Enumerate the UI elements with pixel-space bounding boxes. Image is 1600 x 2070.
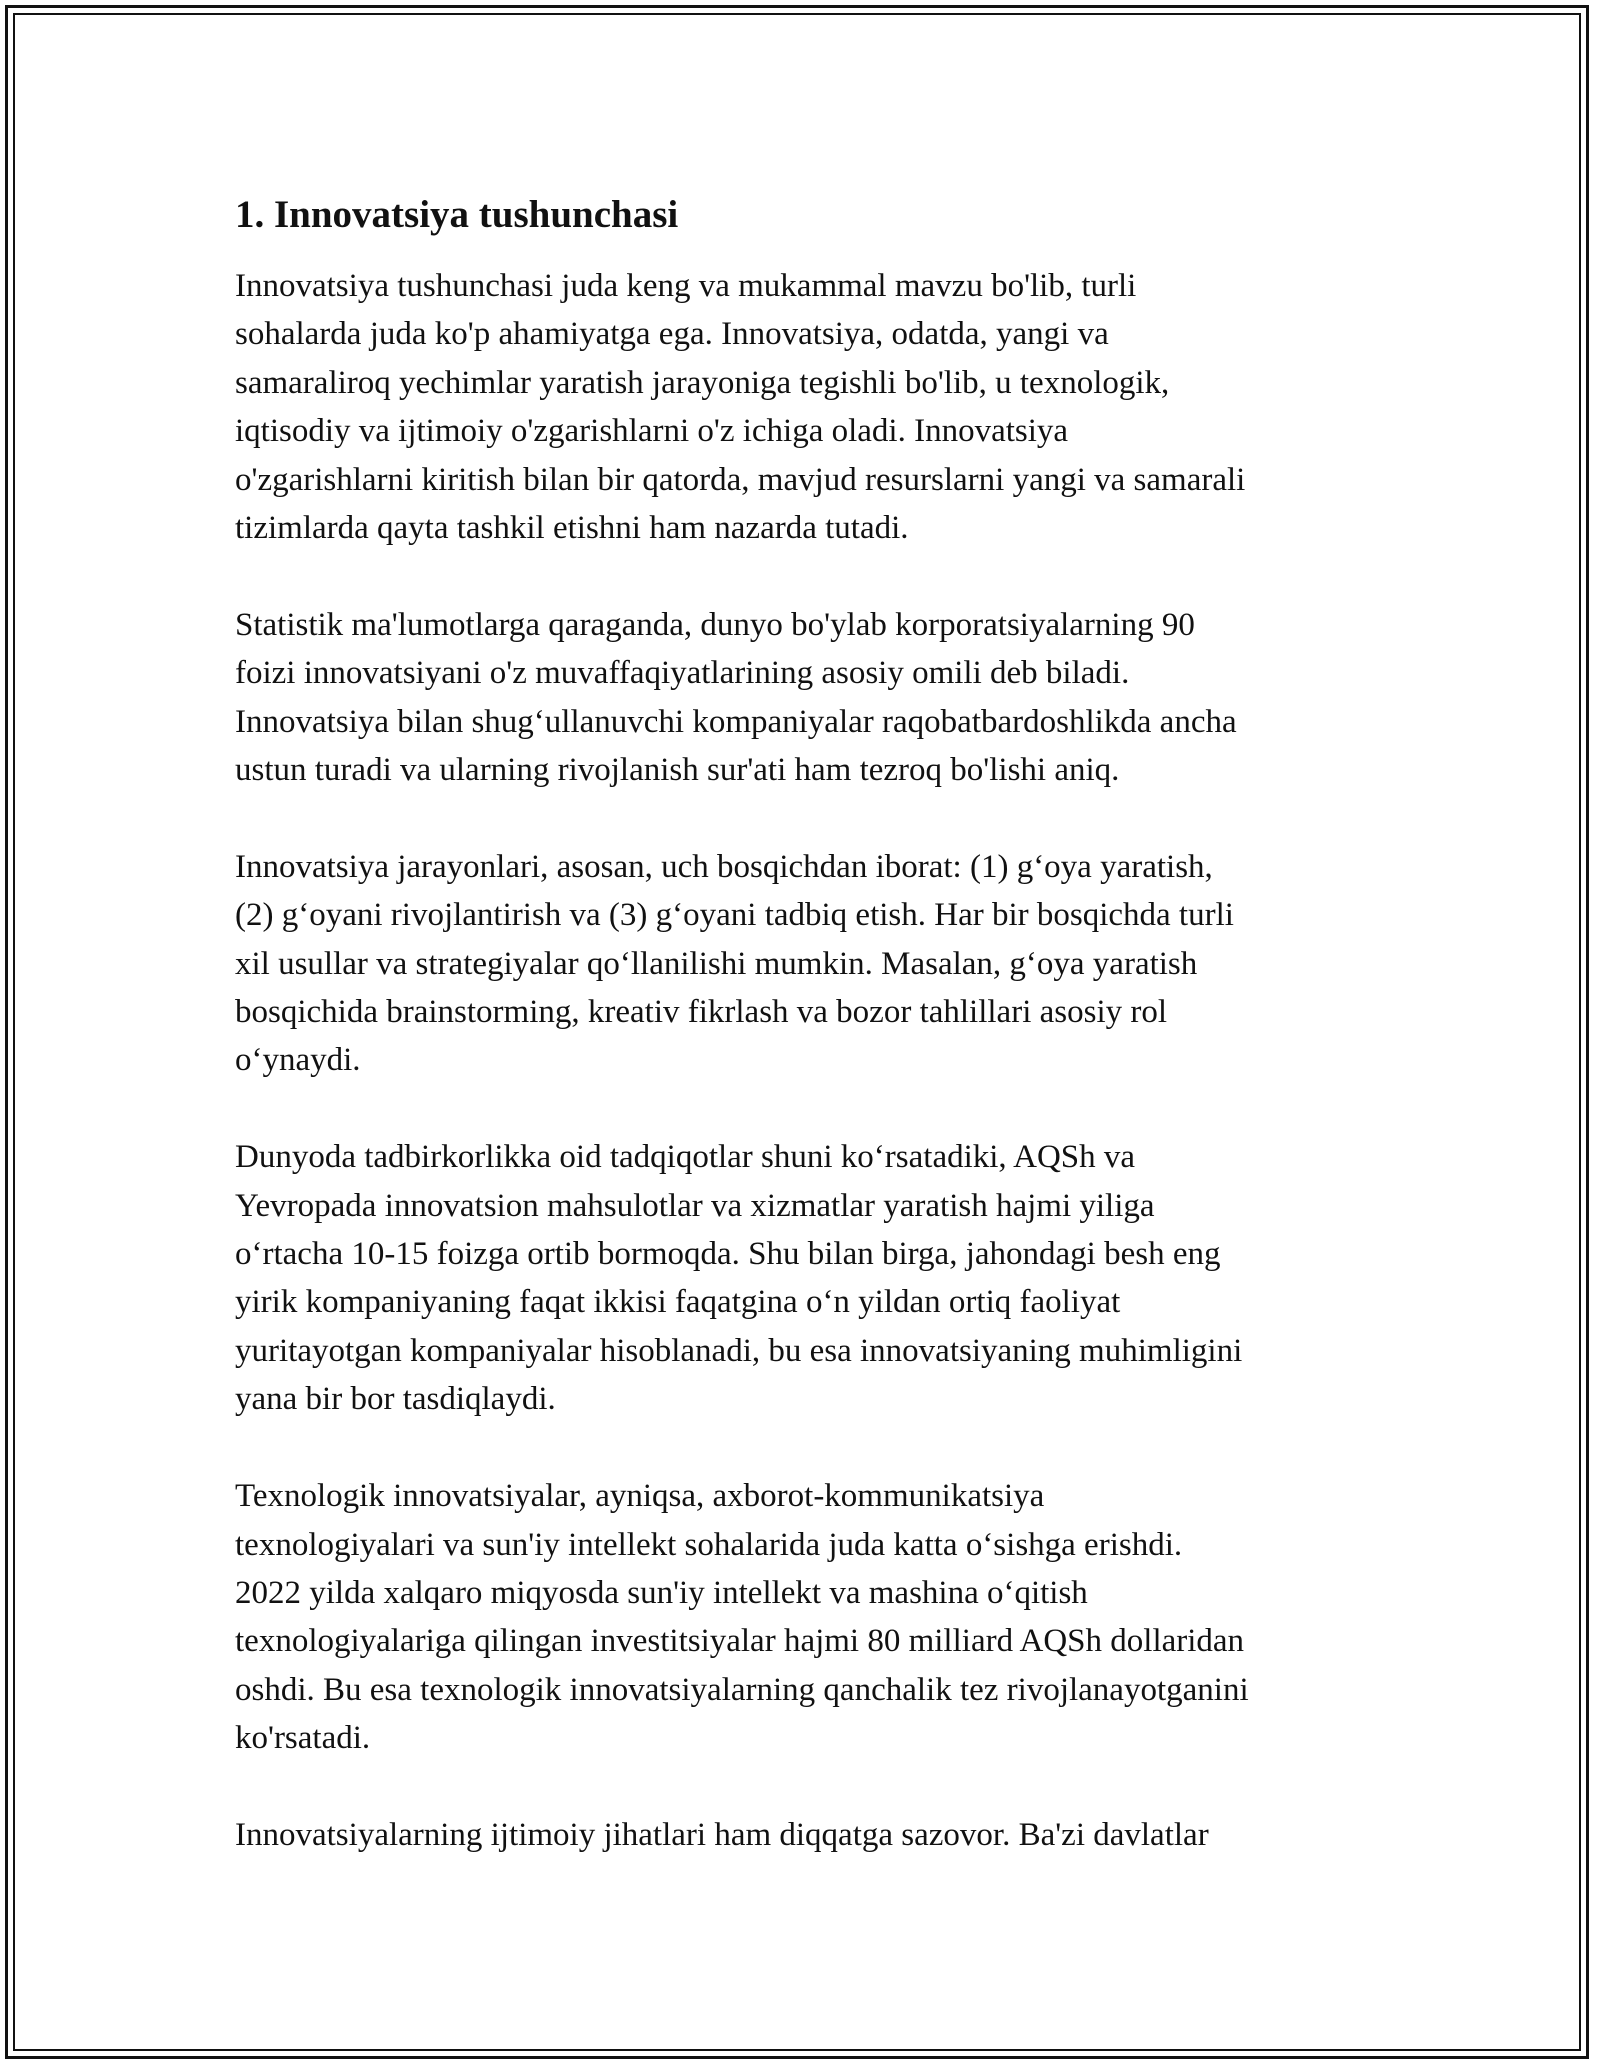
paragraph-line: texnologiyalariga qilingan investitsiyalar hajmi 80 milliard AQSh dollaridan <box>235 1623 1245 1660</box>
paragraph <box>235 601 1375 795</box>
paragraph-line: foizi innovatsiyani o'z muvaffaqiyatlarining asosiy omili deb biladi. <box>235 655 1130 692</box>
paragraph-line: o‘rtacha 10-15 foizga ortib bormoqda. Shu bilan birga, jahondagi besh eng <box>235 1236 1221 1273</box>
paragraph <box>235 262 1375 552</box>
paragraph-line: Innovatsiyalarning ijtimoiy jihatlari ham diqqatga sazovor. Ba'zi davlatlar <box>235 1816 1209 1853</box>
paragraph-line: texnologiyalari va sun'iy intellekt sohalarida juda katta o‘sishga erishdi. <box>235 1526 1183 1563</box>
paragraph-line: tizimlarda qayta tashkil etishni ham nazarda tutadi. <box>235 510 909 547</box>
paragraph-line: Dunyoda tadbirkorlikka oid tadqiqotlar shuni ko‘rsatadiki, AQSh va <box>235 1139 1136 1176</box>
paragraph-line: yirik kompaniyaning faqat ikkisi faqatgina o‘n yildan ortiq faoliyat <box>235 1284 1121 1321</box>
paragraph-line: Innovatsiya tushunchasi juda keng va mukammal mavzu bo'lib, turli <box>235 268 1137 304</box>
paragraph-line: Texnologik innovatsiyalar, ayniqsa, axborot-kommunikatsiya <box>235 1478 1045 1515</box>
paragraph-line: 2022 yilda xalqaro miqyosda sun'iy intellekt va mashina o‘qitish <box>235 1574 1088 1611</box>
paragraph-line: sohalarda juda ko'p ahamiyatga ega. Innovatsiya, odatda, yangi va <box>235 316 1109 353</box>
paragraph <box>235 1133 1375 1423</box>
paragraph-line: xil usullar va strategiyalar qo‘llanilishi mumkin. Masalan, g‘oya yaratish <box>235 945 1198 982</box>
paragraph-line: yuritayotgan kompaniyalar hisoblanadi, bu esa innovatsiyaning muhimligini <box>235 1332 1243 1369</box>
paragraph-line: Statistik ma'lumotlarga qaraganda, dunyo bo'ylab korporatsiyalarning 90 <box>235 606 1195 643</box>
paragraph-line: iqtisodiy va ijtimoiy o'zgarishlarni o'z ichiga oladi. Innovatsiya <box>235 413 1069 450</box>
paragraph-line: (2) g‘oyani rivojlantirish va (3) g‘oyani tadbiq etish. Har bir bosqichda turli <box>235 897 1234 934</box>
paragraph-line: samaraliroq yechimlar yaratish jarayoniga tegishli bo'lib, u texnologik, <box>235 364 1170 401</box>
paragraph-line: Yevropada innovatsion mahsulotlar va xizmatlar yaratish hajmi yiliga <box>235 1187 1155 1224</box>
paragraph-line: Innovatsiya bilan shug‘ullanuvchi kompaniyalar raqobatbardoshlikda ancha <box>235 703 1237 740</box>
document-body <box>235 188 1375 1908</box>
paragraph-line: bosqichida brainstorming, kreativ fikrlash va bozor tahlillari asosiy rol <box>235 994 1168 1031</box>
paragraph-line: o'zgarishlarni kiritish bilan bir qatorda, mavjud resurslarni yangi va samarali <box>235 461 1246 498</box>
paragraph-line: oshdi. Bu esa texnologik innovatsiyalarning qanchalik tez rivojlanayotganini <box>235 1671 1249 1708</box>
paragraph-line: ko'rsatadi. <box>235 1720 371 1757</box>
paragraph <box>235 843 1375 1085</box>
paragraph <box>235 1811 1375 1859</box>
paragraph-list <box>235 262 1375 1859</box>
paragraph-line: yana bir bor tasdiqlaydi. <box>235 1381 556 1418</box>
paragraph <box>235 1472 1375 1762</box>
paragraph-line: Innovatsiya jarayonlari, asosan, uch bosqichdan iborat: (1) g‘oya yaratish, <box>235 848 1213 885</box>
section-heading: 1. Innovatsiya tushunchasi <box>235 193 679 236</box>
paragraph-line: o‘ynaydi. <box>235 1042 361 1079</box>
paragraph-line: ustun turadi va ularning rivojlanish sur'ati ham tezroq bo'lishi aniq. <box>235 752 1120 789</box>
